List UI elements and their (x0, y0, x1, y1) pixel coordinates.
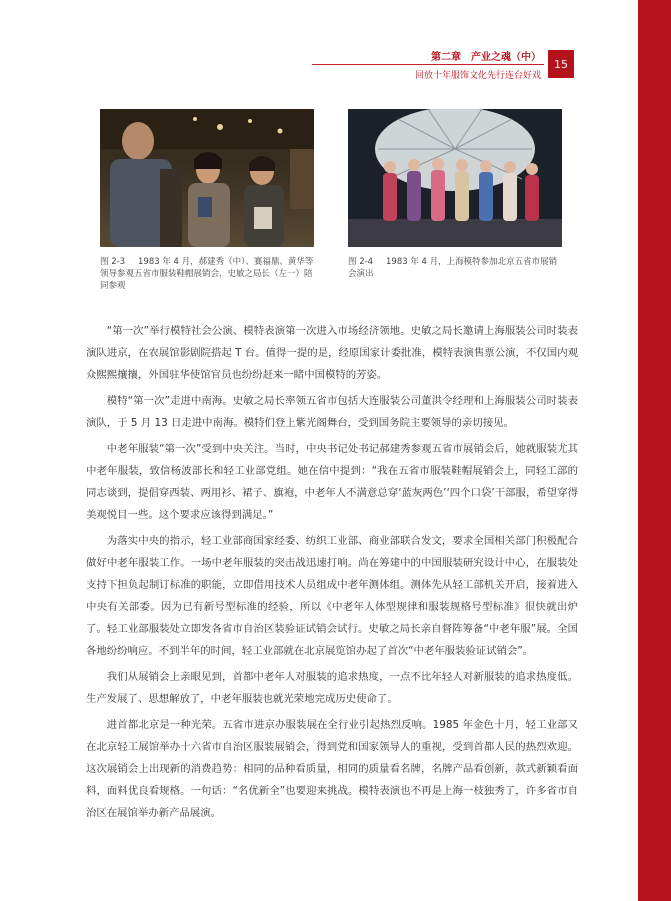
figure-photo-models-stage (348, 109, 562, 247)
figure-caption-text: 1983 年 4 月，上海模特参加北京五省市展销会演出 (348, 257, 558, 279)
figure-caption-text: 1983 年 4 月，郝建秀（中）、赛福鼎、黄华等领导参观五省市服装鞋帽展销会，史敏之局长（左一）陪同参观 (100, 257, 314, 291)
chapter-title: 第二章 产业之魂（中） (431, 52, 541, 63)
paragraph: 中老年服装“第一次”受到中央关注。当时，中央书记处书记郝建秀参观五省市展销会后，她就服装尤其中老年服装，致信杨波部长和轻工业部党组。她在信中提到：“我在五省市服装鞋帽展销会上，同轻工部的同志谈到，提倡穿西装、两用衫、裙子、旗袍，中老年人不满意总穿‘蓝灰两色’‘四个口袋’干部服，希望穿得美观悦目一些。这个要求应该得到满足。” (86, 443, 578, 521)
page-edge-band (638, 0, 671, 901)
paragraph: “第一次”举行模特社会公演、模特表演第一次进入市场经济领地。史敏之局长邀请上海服装公司时装表演队进京，在农展馆影剧院搭起 T 台。值得一提的是，经原国家计委批准，模特表演售票公演，不仅国内观众熙熙攘攘，外国驻华使馆官员也纷纷赶来一睹中国模特的芳姿。 (86, 325, 578, 381)
paragraph: 为落实中央的指示，轻工业部商国家经委、纺织工业部、商业部联合发文，要求全国相关部门积极配合做好中老年服装工作。一场中老年服装的突击战迅速打响。尚在筹建中的中国服装研究设计中心，在服装处支持下担负起制订标准的职能，立即借用技术人员组成中老年测体组。测体先从轻工部机关开启，接着进入中央有关部委。因为已有新号型标准的经验，所以《中老年人体型规律和服装规格号型标准》很快就出炉了。轻工业部服装处立即发各省市自治区装验证试销会试行。史敏之局长亲自督阵筹备“中老年服”展。全国各地纷纷响应。不到半年的时间，轻工业部就在北京展览馆办起了首次“中老年服装验证试销会”。 (86, 535, 578, 657)
photo-leaders-visit-illustration (100, 109, 314, 247)
paragraph: 模特“第一次”走进中南海。史敏之局长率领五省市包括大连服装公司董洪令经理和上海服装公司时装表演队，于 5 月 13 日走进中南海。模特们登上紫光阁舞台，受到国务院主要领导的亲切接见。 (86, 395, 578, 429)
chapter-subtitle: 回放十年服饰文化先行连台好戏 (414, 71, 541, 81)
page-number: 15 (548, 50, 574, 78)
figure-label: 图 2-4 (348, 257, 374, 267)
figure-caption-2-3 (100, 256, 318, 292)
body-text (86, 320, 578, 828)
header-rule (312, 64, 544, 65)
figure-caption-2-4 (348, 256, 564, 280)
photo-models-stage-illustration (348, 109, 562, 247)
figure-label: 图 2-3 (100, 257, 126, 267)
paragraph: 我们从展销会上亲眼见到，首都中老年人对服装的追求热度，一点不比年轻人对新服装的追求热度低。生产发展了、思想解放了，中老年服装也就光荣地完成历史使命了。 (86, 671, 578, 705)
figure-photo-leaders-visit (100, 109, 314, 247)
paragraph: 进首都北京是一种光荣。五省市进京办服装展在全行业引起热烈反响。1985 年金色十月，轻工业部又在北京轻工展馆举办十六省市自治区服装展销会，得到党和国家领导人的重视，受到首都人民的热烈欢迎。这次展销会上出现新的消费趋势：相同的品种看质量，相同的质量看名牌，名牌产品看创新，款式新颖看面料，面料优良看规格。一句话：“名优新全”也要迎来挑战。模特表演也不再是上海一枝独秀了，许多省市自治区在展馆举办新产品展演。 (86, 719, 578, 819)
